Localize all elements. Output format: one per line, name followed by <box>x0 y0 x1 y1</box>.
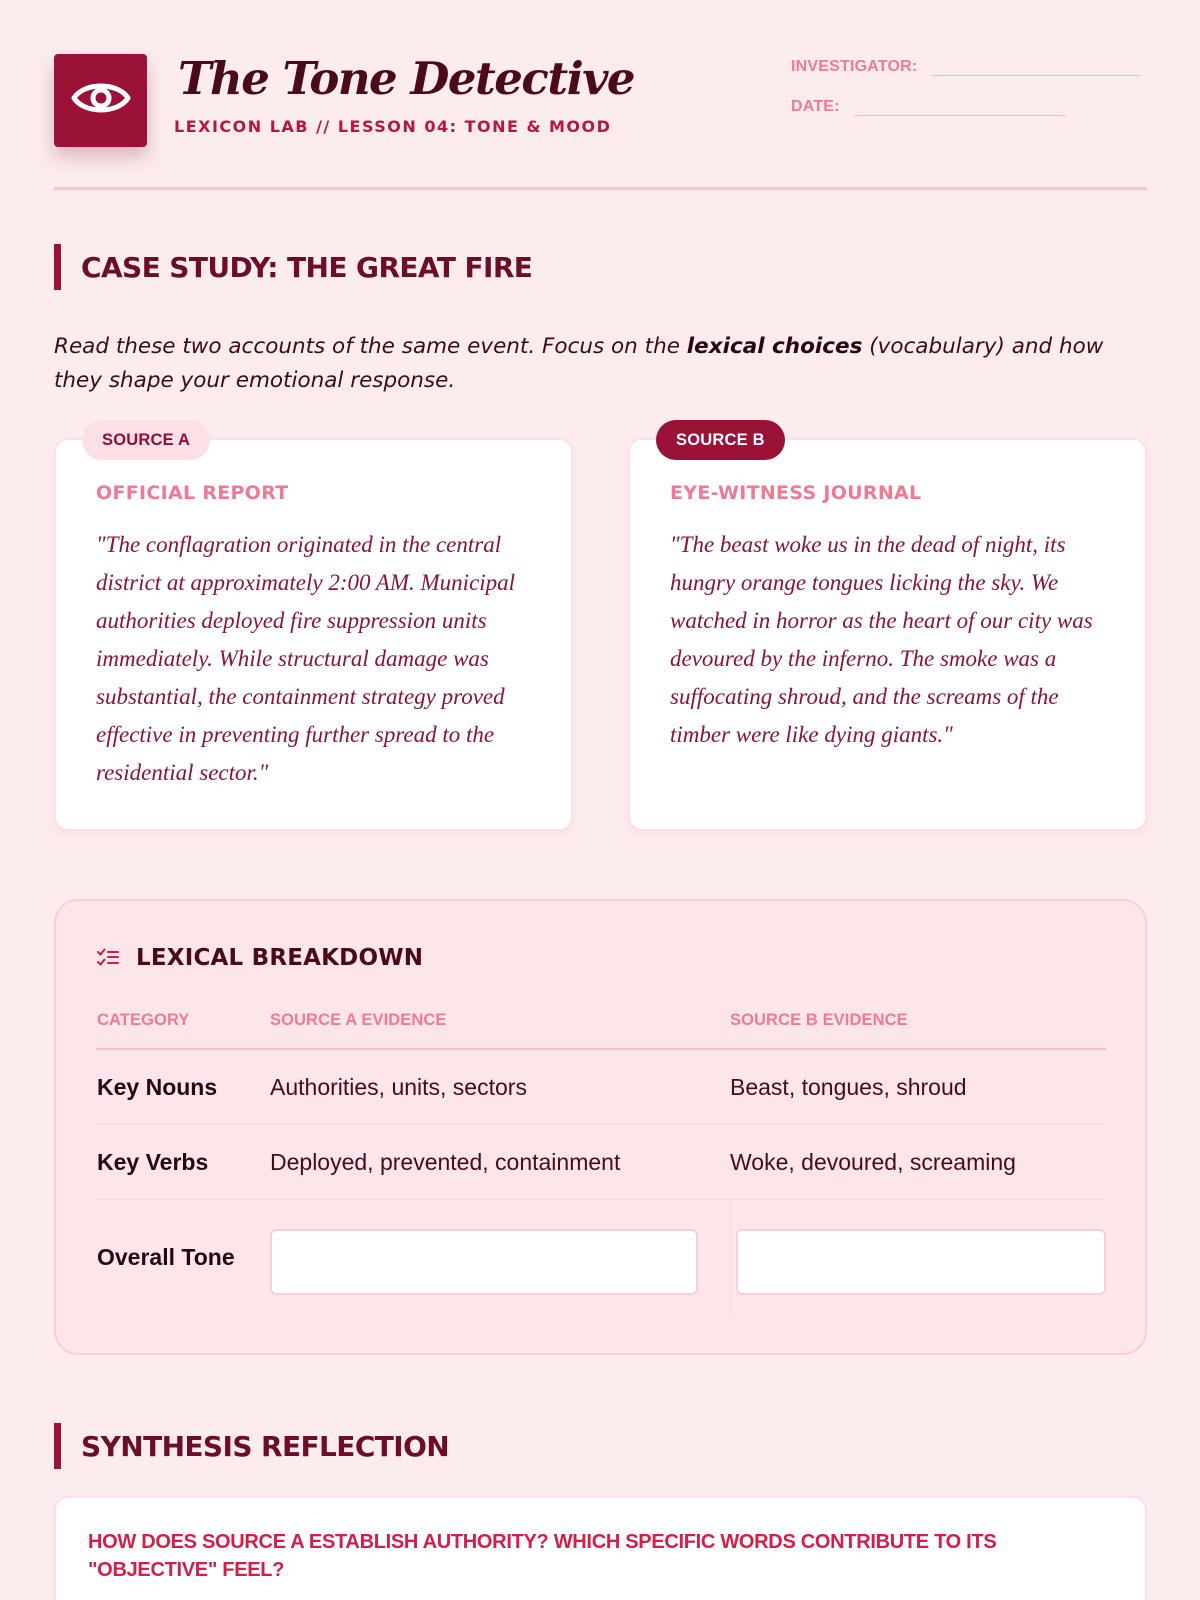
eye-icon <box>70 67 132 134</box>
synthesis-heading: SYNTHESIS REFLECTION <box>54 1423 449 1469</box>
column-header-source-b: SOURCE B EVIDENCE <box>730 1011 908 1029</box>
source-a-key-verbs: Deployed, prevented, containment <box>270 1149 621 1175</box>
logo <box>54 54 147 147</box>
intro-text <box>54 330 1147 398</box>
breakdown-title <box>96 945 423 971</box>
column-header-category: CATEGORY <box>97 1011 190 1029</box>
source-a-quote: "The conflagration originated in the central district at approximately 2:00 AM. Municipal authorities deployed fire suppression units immediately. While structural damage was substantial, the containment strategy proved effective in preventing further spread to the residential sector." <box>96 532 516 785</box>
source-b-key-nouns: Beast, tongues, shroud <box>730 1074 967 1100</box>
date-row <box>791 98 1066 116</box>
source-b-quote: "The beast woke us in the dead of night, its hungry orange tongues licking the sky. We watched in horror as the heart of our city was devoured by the inferno. The smoke was a suffocating shroud, and the screams of the timber were like dying giants." <box>670 532 1093 747</box>
column-divider <box>731 1201 732 1315</box>
row-divider <box>96 1124 1106 1125</box>
date-label: DATE: <box>791 98 840 115</box>
investigator-row <box>791 58 1141 76</box>
checklist-icon <box>96 946 120 970</box>
source-a-title: OFFICIAL REPORT <box>96 482 289 504</box>
table-header-divider <box>96 1048 1106 1050</box>
worksheet-header <box>54 0 1147 190</box>
date-field[interactable] <box>854 102 1066 116</box>
worksheet-page <box>54 0 1147 1581</box>
case-study-heading: CASE STUDY: THE GREAT FIRE <box>54 244 532 290</box>
source-a-tone-input[interactable] <box>270 1229 698 1295</box>
intro-text-part: Read these two accounts of the same event. Focus on the <box>54 334 687 359</box>
intro-bold-text: lexical choices <box>686 334 863 359</box>
source-b-tone-input[interactable] <box>736 1229 1106 1295</box>
investigator-field[interactable] <box>931 62 1141 76</box>
reflection-question-card <box>54 1496 1147 1600</box>
source-b-tag: SOURCE B <box>656 420 785 460</box>
lexical-breakdown-panel <box>54 899 1147 1355</box>
row-label-overall-tone: Overall Tone <box>97 1244 235 1270</box>
source-a-tag: SOURCE A <box>82 420 210 460</box>
column-header-source-a: SOURCE A EVIDENCE <box>270 1011 447 1029</box>
page-title: The Tone Detective <box>178 52 634 105</box>
source-a-key-nouns: Authorities, units, sectors <box>270 1074 527 1100</box>
row-divider <box>96 1199 1106 1200</box>
investigator-label: INVESTIGATOR: <box>791 58 918 75</box>
row-label-key-nouns: Key Nouns <box>97 1074 218 1100</box>
intro-text-part: (vocabulary) and how they shape your emotional response. <box>54 334 1104 393</box>
source-a-card <box>54 430 573 831</box>
source-b-card <box>628 430 1147 831</box>
source-b-key-verbs: Woke, devoured, screaming <box>730 1149 1016 1175</box>
reflection-question: HOW DOES SOURCE A ESTABLISH AUTHORITY? WHICH SPECIFIC WORDS CONTRIBUTE TO ITS "OBJECTIVE" FEEL? <box>88 1531 997 1581</box>
source-b-title: EYE-WITNESS JOURNAL <box>670 482 922 504</box>
lesson-subtitle: LEXICON LAB // LESSON 04: TONE & MOOD <box>174 117 612 136</box>
breakdown-title-text: LEXICAL BREAKDOWN <box>136 945 424 971</box>
row-label-key-verbs: Key Verbs <box>97 1149 209 1175</box>
